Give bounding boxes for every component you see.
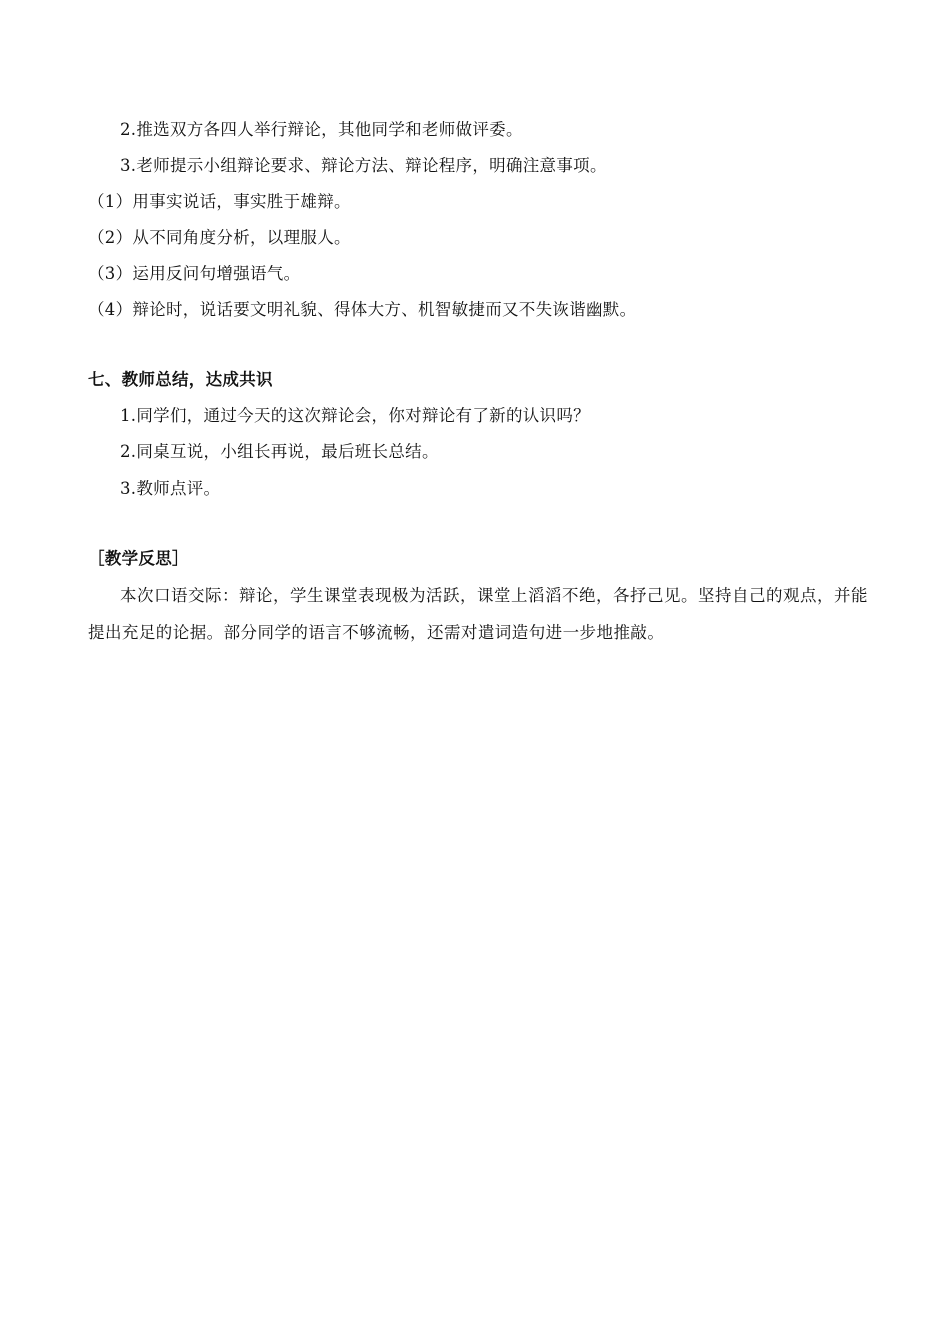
section6-item-3: 3.老师提示小组辩论要求、辩论方法、辩论程序，明确注意事项。	[120, 156, 607, 175]
section7-item-3: 3.教师点评。	[120, 479, 221, 498]
reflection-heading: ［教学反思］	[88, 549, 189, 568]
section7-heading: 七、教师总结，达成共识	[88, 370, 273, 389]
section6-subitem-2: （2）从不同角度分析，以理服人。	[88, 228, 351, 247]
reflection-paragraph: 本次口语交际：辩论，学生课堂表现极为活跃，课堂上滔滔不绝，各抒己见。坚持自己的观点，并能提出充足的论据。部分同学的语言不够流畅，还需对遣词造句进一步地推敲。	[88, 586, 868, 642]
section6-item-2: 2.推选双方各四人举行辩论，其他同学和老师做评委。	[120, 120, 523, 139]
section7-item-2: 2.同桌互说，小组长再说，最后班长总结。	[120, 442, 439, 461]
section6-subitem-4: （4）辩论时，说话要文明礼貌、得体大方、机智敏捷而又不失诙谐幽默。	[88, 300, 637, 319]
section7-item-1: 1.同学们，通过今天的这次辩论会，你对辩论有了新的认识吗？	[120, 406, 590, 425]
section6-subitem-1: （1）用事实说话，事实胜于雄辩。	[88, 192, 351, 211]
section6-subitem-3: （3）运用反问句增强语气。	[88, 264, 301, 283]
